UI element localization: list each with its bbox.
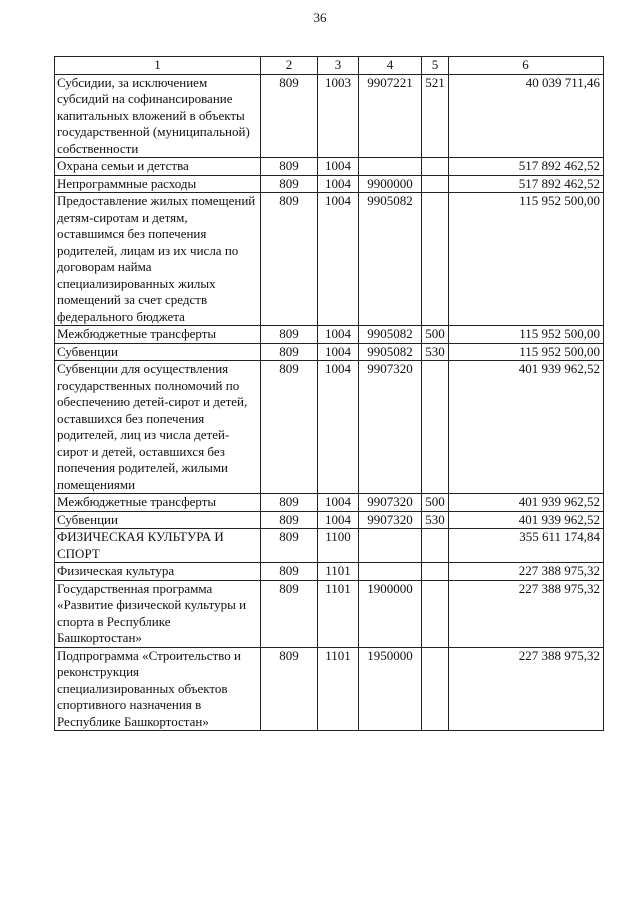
header-col-1: 1 (55, 57, 261, 75)
row-section-code: 1101 (318, 647, 359, 731)
row-section-code: 1004 (318, 343, 359, 361)
row-expense-type: 530 (422, 511, 449, 529)
row-ministry-code: 809 (261, 361, 318, 494)
header-col-6: 6 (449, 57, 604, 75)
table-row (55, 511, 604, 529)
row-name: ФИЗИЧЕСКАЯ КУЛЬТУРА И СПОРТ (55, 529, 261, 563)
table-row (55, 158, 604, 176)
row-target-code: 9905082 (359, 326, 422, 344)
table-row (55, 175, 604, 193)
row-name: Межбюджетные трансферты (55, 326, 261, 344)
row-ministry-code: 809 (261, 343, 318, 361)
row-expense-type (422, 175, 449, 193)
row-name: Субвенции (55, 511, 261, 529)
row-section-code: 1004 (318, 511, 359, 529)
row-section-code: 1004 (318, 193, 359, 326)
row-target-code: 9907221 (359, 74, 422, 158)
header-col-4: 4 (359, 57, 422, 75)
table-row (55, 326, 604, 344)
row-section-code: 1101 (318, 563, 359, 581)
row-name: Субвенции для осуществления государственных полномочий по обеспечению детей-сирот и детей, оставшихся без попечения родителей, лиц из числа детей-сирот и детей, оставшихся без попечения родителей, жилыми помещениями (55, 361, 261, 494)
row-expense-type (422, 563, 449, 581)
row-target-code: 1950000 (359, 647, 422, 731)
row-name: Подпрограмма «Строительство и реконструкция специализированных объектов спортивного назначения в Республике Башкортостан» (55, 647, 261, 731)
row-name: Непрограммные расходы (55, 175, 261, 193)
row-target-code: 9907320 (359, 494, 422, 512)
row-section-code: 1004 (318, 494, 359, 512)
table-body (55, 74, 604, 731)
row-expense-type: 521 (422, 74, 449, 158)
row-target-code (359, 158, 422, 176)
row-name: Межбюджетные трансферты (55, 494, 261, 512)
row-amount: 115 952 500,00 (449, 193, 604, 326)
row-amount: 401 939 962,52 (449, 511, 604, 529)
budget-table (54, 56, 604, 731)
row-expense-type: 530 (422, 343, 449, 361)
row-section-code: 1101 (318, 580, 359, 647)
table-row (55, 74, 604, 158)
row-ministry-code: 809 (261, 511, 318, 529)
header-col-2: 2 (261, 57, 318, 75)
row-ministry-code: 809 (261, 326, 318, 344)
row-section-code: 1004 (318, 158, 359, 176)
row-name: Государственная программа «Развитие физической культуры и спорта в Республике Башкортостан» (55, 580, 261, 647)
row-ministry-code: 809 (261, 74, 318, 158)
row-expense-type (422, 647, 449, 731)
row-ministry-code: 809 (261, 193, 318, 326)
header-col-3: 3 (318, 57, 359, 75)
row-expense-type: 500 (422, 494, 449, 512)
row-ministry-code: 809 (261, 580, 318, 647)
row-target-code: 9907320 (359, 511, 422, 529)
row-name: Физическая культура (55, 563, 261, 581)
row-expense-type: 500 (422, 326, 449, 344)
row-target-code: 9905082 (359, 343, 422, 361)
table-row (55, 563, 604, 581)
row-amount: 40 039 711,46 (449, 74, 604, 158)
table-row (55, 193, 604, 326)
header-col-5: 5 (422, 57, 449, 75)
row-amount: 227 388 975,32 (449, 647, 604, 731)
row-target-code: 1900000 (359, 580, 422, 647)
row-target-code: 9907320 (359, 361, 422, 494)
row-amount: 517 892 462,52 (449, 175, 604, 193)
row-section-code: 1004 (318, 361, 359, 494)
page-number: 36 (313, 10, 327, 25)
row-amount: 115 952 500,00 (449, 326, 604, 344)
row-amount: 401 939 962,52 (449, 361, 604, 494)
row-section-code: 1004 (318, 175, 359, 193)
table-row (55, 580, 604, 647)
table-row (55, 343, 604, 361)
row-target-code: 9900000 (359, 175, 422, 193)
table-row (55, 361, 604, 494)
row-amount: 227 388 975,32 (449, 580, 604, 647)
row-ministry-code: 809 (261, 175, 318, 193)
table-header-row (55, 57, 604, 75)
row-section-code: 1100 (318, 529, 359, 563)
row-expense-type (422, 529, 449, 563)
row-amount: 115 952 500,00 (449, 343, 604, 361)
row-section-code: 1003 (318, 74, 359, 158)
table-row (55, 529, 604, 563)
row-ministry-code: 809 (261, 563, 318, 581)
row-amount: 227 388 975,32 (449, 563, 604, 581)
row-expense-type (422, 361, 449, 494)
row-name: Субсидии, за исключением субсидий на софинансирование капитальных вложений в объекты государственной (муниципальной) собственности (55, 74, 261, 158)
row-amount: 355 611 174,84 (449, 529, 604, 563)
row-expense-type (422, 158, 449, 176)
row-target-code: 9905082 (359, 193, 422, 326)
table-row (55, 494, 604, 512)
row-amount: 517 892 462,52 (449, 158, 604, 176)
row-name: Охрана семьи и детства (55, 158, 261, 176)
row-expense-type (422, 580, 449, 647)
table-row (55, 647, 604, 731)
row-target-code (359, 529, 422, 563)
row-ministry-code: 809 (261, 494, 318, 512)
row-expense-type (422, 193, 449, 326)
row-section-code: 1004 (318, 326, 359, 344)
row-target-code (359, 563, 422, 581)
row-amount: 401 939 962,52 (449, 494, 604, 512)
row-name: Субвенции (55, 343, 261, 361)
row-ministry-code: 809 (261, 529, 318, 563)
row-ministry-code: 809 (261, 158, 318, 176)
row-ministry-code: 809 (261, 647, 318, 731)
row-name: Предоставление жилых помещений детям-сиротам и детям, оставшимся без попечения родителей, лицам из их числа по договорам найма специализированных жилых помещений за счет средств федерального бюджета (55, 193, 261, 326)
